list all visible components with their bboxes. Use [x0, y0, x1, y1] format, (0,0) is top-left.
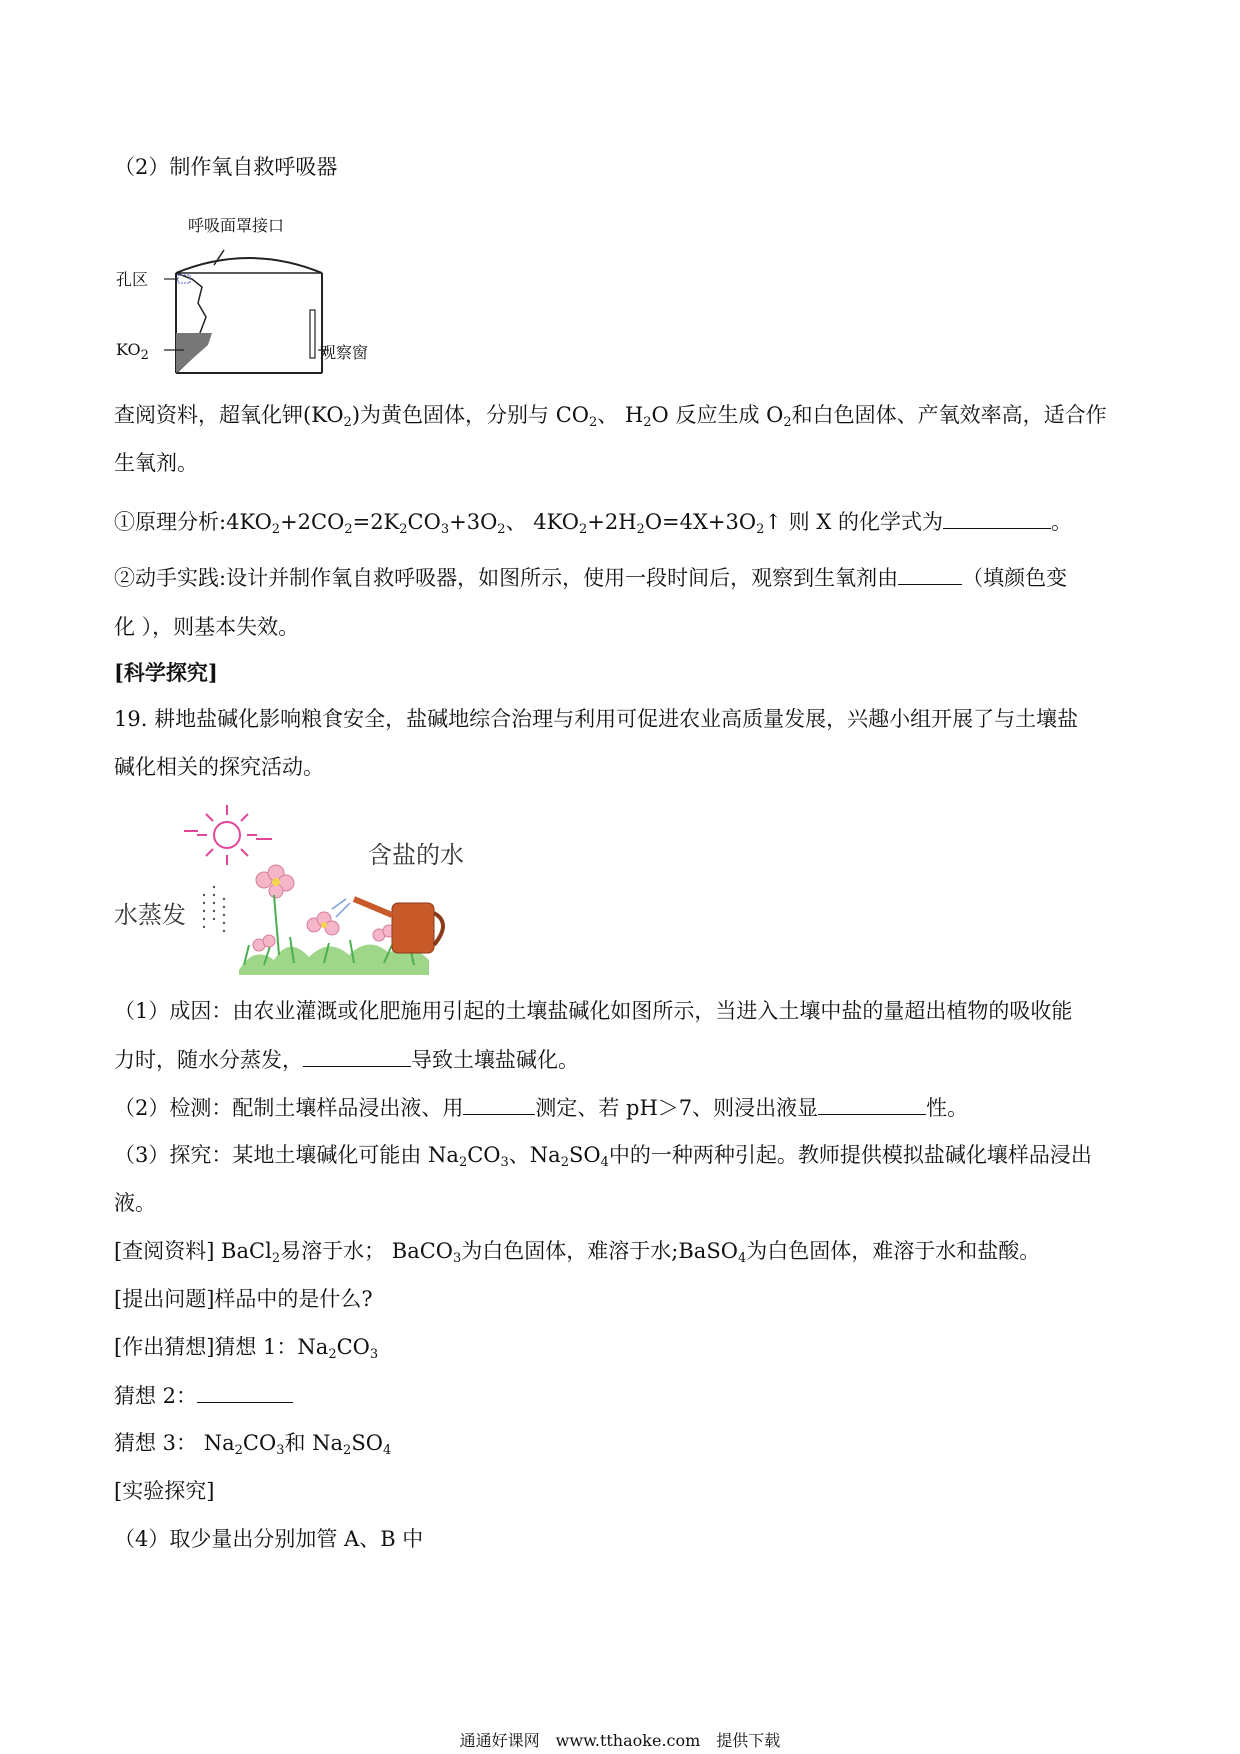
part3-line-1: （3）探究：某地土壤碱化可能由 $Na_2CO_3$、$Na_2SO_4$中的一种两种引起。教师提供模拟盐碱化壤样品浸出 — [114, 1143, 1092, 1170]
label-salty-water: 含盐的水 — [368, 841, 464, 869]
label-observation-window: 观察窗 — [320, 343, 369, 362]
salinization-drawing — [114, 795, 484, 980]
hypothesis-1: [作出猜想]猜想 1：$Na_2CO_3$ — [114, 1335, 379, 1362]
label-mask-interface: 呼吸面罩接口 — [188, 216, 285, 235]
page-footer: 通通好课网 www.tthaoke.com 提供下载 — [459, 1731, 781, 1750]
question-practice-line-1: ②动手实践:设计并制作氧自救呼吸器，如图所示，使用一段时间后，观察到生氧剂由 （填颜色变 — [114, 562, 1067, 593]
sun-icon — [184, 805, 272, 865]
hypothesis-3: 猜想 3： $Na_2CO_3$和 $Na_2SO_4$ — [114, 1431, 392, 1458]
respirator-diagram — [114, 205, 369, 380]
question-practice-line-2: 化 ），则基本失效。 — [114, 615, 300, 639]
label-water-evaporation: 水蒸发 — [114, 901, 186, 929]
answer-blank-hypothesis-2[interactable] — [197, 1380, 293, 1403]
info-line-1: 查阅资料，超氧化钾$(KO_2)$为黄色固体，分别与 $CO_2$、 $H_2O$ 反应生成 $O_2$和白色固体、产氧效率高，适合作 — [114, 403, 1107, 430]
part2-line: （2）检测：配制土壤样品浸出液、用 测定、若 pH＞7、则浸出液显 性。 — [114, 1092, 968, 1123]
section-heading-respirator: （2）制作氧自救呼吸器 — [114, 155, 338, 179]
answer-blank-x-formula[interactable] — [943, 506, 1051, 529]
reference-info: [查阅资料] BaCl$_2$易溶于水； BaCO$_3$为白色固体，难溶于水;BaSO$_4$为白色固体，难溶于水和盐酸。 — [114, 1239, 1041, 1266]
answer-blank-test-tool[interactable] — [463, 1092, 535, 1115]
answer-blank-acidity[interactable] — [818, 1092, 926, 1115]
q19-line-2: 碱化相关的探究活动。 — [114, 755, 324, 779]
part1-line-1: （1）成因：由农业灌溉或化肥施用引起的土壤盐碱化如图所示，当进入土壤中盐的量超出植物的吸收能 — [114, 999, 1073, 1023]
q19-line-1: 19. 耕地盐碱化影响粮食安全，盐碱地综合治理与利用可促进农业高质量发展，兴趣小组开展了与土壤盐 — [114, 707, 1079, 731]
salinization-illustration — [114, 795, 484, 980]
section-title-science-inquiry: [科学探究] — [114, 660, 218, 685]
label-ko2: $KO_2$ — [116, 340, 149, 363]
experiment-heading: [实验探究] — [114, 1479, 215, 1503]
label-hole-area: 孔区 — [116, 270, 149, 289]
part1-line-2: 力时，随水分蒸发， 导致土壤盐碱化。 — [114, 1044, 579, 1075]
part3-line-2: 液。 — [114, 1191, 156, 1215]
question-principle-analysis: ①原理分析$:4KO_2+2CO_2=2K_2CO_3+3O_2$、 $4KO_2+2H_2O=4X+3O_2↑$ 则 X 的化学式为 。 — [114, 506, 1072, 537]
answer-blank-color-change[interactable] — [898, 562, 962, 585]
info-line-2: 生氧剂。 — [114, 451, 198, 475]
hypothesis-2: 猜想 2： — [114, 1380, 293, 1411]
part4-line: （4）取少量出分别加管 A、B 中 — [114, 1527, 424, 1551]
research-question: [提出问题]样品中的是什么? — [114, 1287, 373, 1311]
answer-blank-salt-cause[interactable] — [303, 1044, 411, 1067]
